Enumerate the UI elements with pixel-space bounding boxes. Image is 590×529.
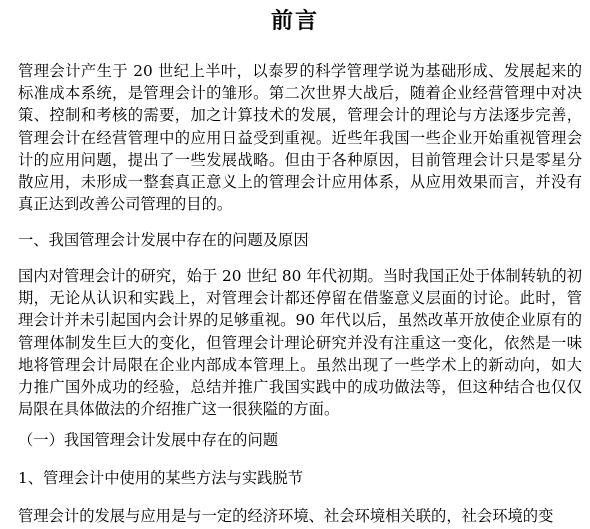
subsubsection-heading-1: 1、管理会计中使用的某些方法与实践脱节 — [18, 469, 304, 487]
subsection-heading-1: （一）我国管理会计发展中存在的问题 — [18, 431, 279, 449]
section-heading-1: 一、我国管理会计发展中存在的问题及原因 — [18, 231, 309, 249]
body-paragraph-3: 管理会计的发展与应用是与一定的经济环境、社会环境相关联的，社会环境的变 — [18, 507, 554, 525]
body-paragraph-2: 国内对管理会计的研究，始于 20 世纪 80 年代初期。当时我国正处于体制转轨的初期，无论从认识和实践上，对管理会计都还停留在借鉴意义层面的讨论。此时，管理会计并未引起国内会计界的足够重视。90 年代以后，虽然改革开放使企业原有的管理体制发生巨大的变化，但管理会计理论研究并没有注重这一变化，依然是一味地将管理会计局限在企业内部成本管理上。虽然出现了一些学术上的新动向，如大力推广国外成功的经验，总结并推广我国实践中的成功做法等，但这种结合也仅仅局限在具体做法的介绍推广这一很狭隘的方面。 — [18, 267, 582, 419]
document-title: 前言 — [270, 9, 319, 34]
intro-paragraph: 管理会计产生于 20 世纪上半叶，以泰罗的科学管理学说为基础形成、发展起来的标准成本系统，是管理会计的雏形。第二次世界大战后，随着企业经营管理中对决策、控制和考核的需要，加之计算技术的发展，管理会计的理论与方法逐步完善，管理会计在经营管理中的应用日益受到重视。近些年我国一些企业开始重视管理会计的应用问题，提出了一些发展战略。但由于各种原因，目前管理会计只是零星分散应用，未形成一整套真正意义上的管理会计应用体系，从应用效果而言，并没有真正达到改善公司管理的目的。 — [18, 62, 582, 214]
